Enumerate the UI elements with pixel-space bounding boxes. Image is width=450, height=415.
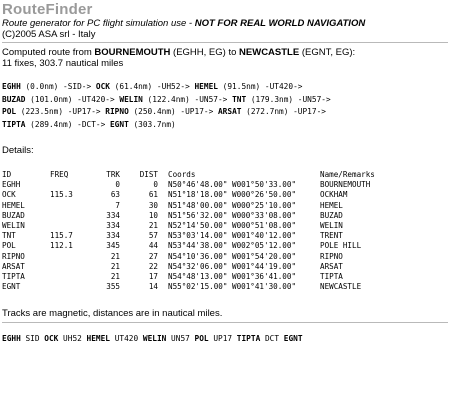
header-trk: TRK (106, 170, 120, 179)
route-segment: (303.7nm) (128, 119, 176, 129)
cell-trk: 21 (110, 272, 120, 282)
cell-id: WELIN (2, 221, 25, 231)
route-fix: BUZAD (2, 94, 26, 104)
cell-name: BOURNEMOUTH (320, 180, 371, 190)
cell-freq (50, 262, 88, 272)
cell-id: ARSAT (2, 261, 25, 271)
cell-freq (50, 252, 88, 262)
cell-coords: N52°14'50.00" W000°51'08.00" (168, 221, 297, 231)
table-row (2, 241, 420, 251)
cell-dist: 14 (148, 282, 158, 292)
app-title: RouteFinder (2, 1, 93, 18)
cell-freq (50, 180, 88, 190)
origin-name: BOURNEMOUTH (94, 47, 171, 58)
cell-id: BUZAD (2, 210, 25, 220)
cell-trk: 345 (106, 241, 120, 251)
cell-id: TIPTA (2, 272, 25, 282)
table-row (2, 231, 420, 241)
table-row (2, 180, 420, 190)
route-fix: OCK (95, 82, 110, 91)
cell-dist: 21 (148, 221, 158, 231)
table-row (2, 282, 420, 292)
cell-id: TNT (2, 231, 16, 241)
final-route-airway: SID (20, 334, 45, 344)
cell-name: HEMEL (320, 200, 343, 210)
header-divider (2, 42, 448, 43)
route-fix: HEMEL (194, 82, 218, 91)
cell-id: RIPNO (2, 251, 25, 261)
cell-freq: 115.3 (50, 190, 73, 200)
footer-divider (2, 322, 448, 323)
route-fix: TNT (232, 94, 247, 104)
cell-id: EGNT (2, 282, 21, 292)
cell-name: TIPTA (320, 272, 343, 282)
cell-dist: 22 (148, 261, 158, 271)
destination-name: NEWCASTLE (239, 47, 300, 58)
route-fix: TIPTA (2, 119, 26, 129)
route-fix: WELIN (119, 94, 143, 104)
header-freq: FREQ (50, 170, 69, 179)
header-dist: DIST (139, 170, 158, 179)
cell-id: EGHH (2, 180, 21, 190)
header-name: Name/Remarks (320, 170, 375, 179)
cell-coords: N54°10'36.00" W001°54'20.00" (168, 251, 297, 261)
table-row (2, 201, 420, 211)
copyright-text: (C)2005 ASA srl - Italy (2, 29, 96, 40)
final-route-string (2, 333, 448, 346)
cell-freq (50, 201, 88, 211)
destination-codes: (EGNT, EG): (299, 47, 356, 58)
cell-freq (50, 282, 88, 292)
route-fix: EGHH (2, 82, 21, 91)
cell-freq: 115.7 (50, 231, 73, 241)
tagline-warning: NOT FOR REAL WORLD NAVIGATION (194, 18, 366, 29)
route-fix: EGNT (109, 119, 129, 129)
cell-trk: 334 (106, 221, 120, 231)
cell-coords: N51°18'18.00" W000°26'50.00" (168, 190, 297, 200)
route-segment: (61.4nm) -UH52-> (109, 82, 195, 91)
cell-trk: 7 (115, 200, 120, 210)
table-row (2, 262, 420, 272)
cell-coords: N51°56'32.00" W000°33'08.00" (168, 210, 297, 220)
table-header-row (2, 170, 420, 180)
cell-freq (50, 211, 88, 221)
final-route-line (2, 333, 448, 346)
cell-id: HEMEL (2, 200, 25, 210)
final-route-fix: WELIN (142, 334, 167, 344)
route-segment: (0.0nm) -SID-> (20, 82, 96, 91)
cell-dist: 44 (148, 241, 158, 251)
cell-freq: 112.1 (50, 241, 73, 251)
cell-trk: 334 (106, 210, 120, 220)
final-route-fix: POL (194, 334, 209, 344)
cell-trk: 355 (106, 282, 120, 292)
cell-name: RIPNO (320, 251, 343, 261)
cell-coords: N54°48'13.00" W001°36'41.00" (168, 272, 297, 282)
cell-dist: 0 (153, 180, 158, 190)
computed-prefix: Computed route from (2, 47, 95, 58)
final-route-fix: HEMEL (86, 334, 111, 344)
route-segment: (179.3nm) -UN57-> (246, 94, 331, 104)
route-segment: (122.4nm) -UN57-> (142, 94, 233, 104)
origin-codes: (EGHH, EG) to (170, 47, 240, 58)
cell-freq (50, 221, 88, 231)
cell-dist: 30 (148, 200, 158, 210)
cell-coords: N53°03'14.00" W001°40'12.00" (168, 231, 297, 241)
route-summary (2, 47, 448, 58)
cell-trk: 63 (110, 190, 120, 200)
cell-trk: 21 (110, 251, 120, 261)
units-note: Tracks are magnetic, distances are in nautical miles. (2, 308, 223, 320)
final-route-airway: UH52 (58, 334, 87, 344)
cell-dist: 10 (148, 210, 158, 220)
final-route-airway: UP17 (208, 334, 237, 344)
cell-trk: 334 (106, 231, 120, 241)
table-row (2, 221, 420, 231)
final-route-airway: DCT (260, 334, 284, 344)
header-id: ID (2, 170, 12, 179)
cell-name: POLE HILL (320, 241, 362, 251)
route-listing (2, 81, 448, 131)
tagline (2, 18, 448, 29)
tagline-prefix: Route generator for PC flight simulation use - (2, 18, 195, 29)
route-stats: 11 fixes, 303.7 nautical miles (2, 58, 124, 69)
cell-dist: 61 (148, 190, 158, 200)
cell-dist: 57 (148, 231, 158, 241)
route-segment: (272.7nm) -UP17-> (241, 107, 326, 116)
details-label: Details: (2, 145, 34, 156)
route-fix: ARSAT (217, 107, 242, 116)
cell-dist: 27 (148, 251, 158, 261)
cell-name: TRENT (320, 231, 343, 241)
cell-freq (50, 272, 88, 282)
cell-name: ARSAT (320, 261, 343, 271)
cell-coords: N54°32'06.00" W001°44'19.00" (168, 261, 297, 271)
table-row (2, 272, 420, 282)
final-route-fix: OCK (44, 334, 59, 344)
table-row (2, 211, 420, 221)
route-fix: POL (2, 107, 17, 116)
cell-id: POL (2, 241, 16, 251)
route-fix: RIPNO (105, 107, 129, 116)
cell-name: NEWCASTLE (320, 282, 362, 292)
final-route-airway: UN57 (166, 334, 195, 344)
cell-name: WELIN (320, 221, 343, 231)
final-route-fix: EGNT (283, 334, 303, 344)
cell-trk: 0 (115, 180, 120, 190)
cell-dist: 17 (148, 272, 158, 282)
cell-name: BUZAD (320, 210, 343, 220)
cell-id: OCK (2, 190, 16, 200)
final-route-fix: TIPTA (236, 334, 261, 344)
route-segment: (91.5nm) -UT420-> (217, 82, 303, 91)
route-segment: (223.5nm) -UP17-> (16, 107, 106, 116)
route-line (2, 94, 448, 107)
final-route-airway: UT420 (110, 334, 143, 344)
route-line (2, 106, 448, 119)
route-line (2, 81, 448, 94)
cell-coords: N51°48'00.00" W000°25'10.00" (168, 200, 297, 210)
route-line (2, 119, 448, 132)
header-coords: Coords (168, 170, 196, 179)
cell-coords: N50°46'48.00" W001°50'33.00" (168, 180, 297, 190)
fixes-table (2, 170, 420, 292)
final-route-fix: EGHH (2, 334, 21, 344)
cell-name: OCKHAM (320, 190, 348, 200)
route-segment: (101.0nm) -UT420-> (25, 94, 120, 104)
routefinder-page (2, 0, 448, 346)
route-segment: (289.4nm) -DCT-> (25, 119, 110, 129)
cell-coords: N53°44'38.00" W002°05'12.00" (168, 241, 297, 251)
route-segment: (250.4nm) -UP17-> (128, 107, 218, 116)
cell-trk: 21 (110, 261, 120, 271)
table-row (2, 252, 420, 262)
table-row (2, 190, 420, 200)
cell-coords: N55°02'15.00" W001°41'30.00" (168, 282, 297, 292)
fixes-table-body (2, 180, 420, 292)
